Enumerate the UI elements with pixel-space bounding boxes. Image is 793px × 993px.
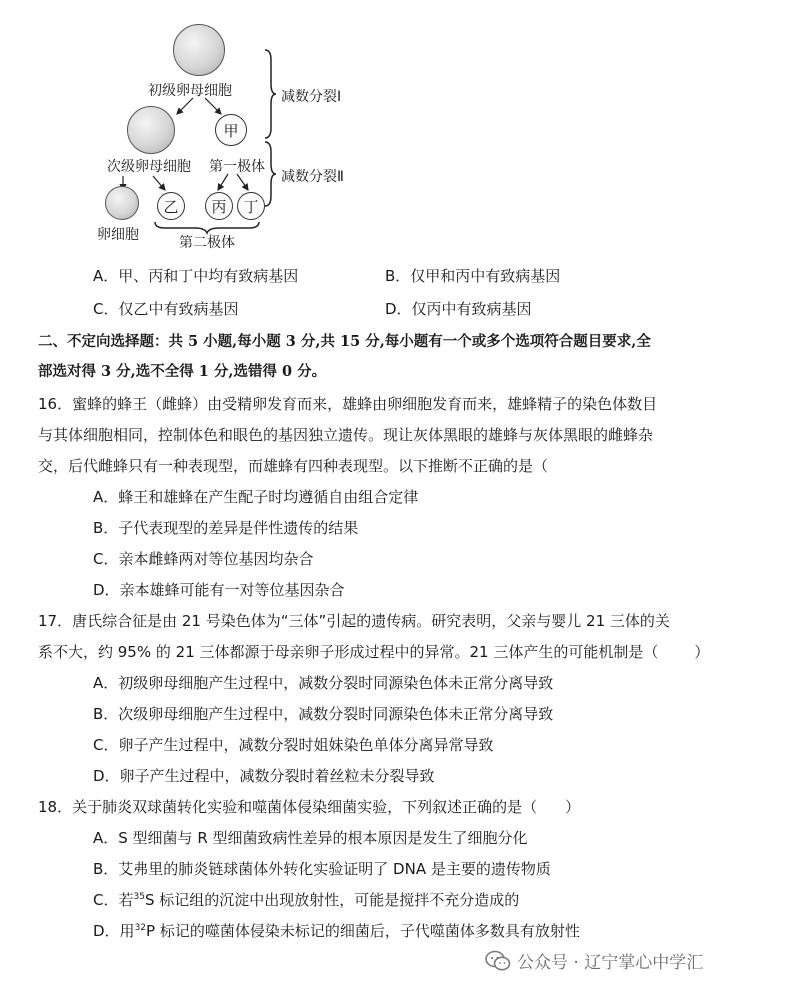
q16-option-b: B．子代表现型的差异是伴性遗传的结果: [93, 519, 359, 537]
jia-label: 甲: [223, 121, 239, 140]
egg-cell: [105, 186, 139, 220]
q16-option-d: D．亲本雄蜂可能有一对等位基因杂合: [93, 581, 345, 599]
wechat-watermark: [485, 948, 703, 973]
wechat-icon: [485, 950, 511, 972]
q18-option-d-prefix: D．用: [93, 922, 135, 940]
brace-meiosis2: [265, 142, 276, 206]
q18-option-c-text: S 标记组的沉淀中出现放射性，可能是搅拌不充分造成的: [144, 891, 520, 909]
q18-option-d-text: P 标记的噬菌体侵染未标记的细菌后，子代噬菌体多数具有放射性: [146, 922, 580, 940]
q17-option-d: D．卵子产生过程中，减数分裂时着丝粒未分裂导致: [93, 767, 435, 785]
q18-option-d-isotope: 32: [134, 923, 147, 933]
q17-option-a: A．初级卵母细胞产生过程中，减数分裂时同源染色体未正常分离导致: [93, 674, 554, 692]
q18-stem-text: 18．关于肺炎双球菌转化实验和噬菌体侵染细菌实验，下列叙述正确的是（: [38, 798, 538, 816]
q16-stem-line1: 16．蜜蜂的蜂王（雌蜂）由受精卵发育而来，雄蜂由卵细胞发育而来，雄蜂精子的染色体数目: [38, 395, 658, 413]
q18-option-c: [93, 889, 519, 910]
q16-option-a: A．蜂王和雄蜂在产生配子时均遵循自由组合定律: [93, 488, 419, 506]
arrow-to-first-polar-body: [205, 98, 221, 114]
bing-cell: [205, 192, 233, 220]
first-polar-body-label: 第一极体: [209, 159, 265, 175]
q18-option-c-prefix: C．若: [93, 891, 134, 909]
q17-close-paren: ）: [694, 643, 710, 661]
q15-option-a: A．甲、丙和丁中均有致病基因: [93, 267, 299, 285]
q17-stem-line2: [38, 641, 709, 662]
q17-option-c: C．卵子产生过程中，减数分裂时姐妹染色单体分离异常导致: [93, 736, 494, 754]
q16-stem-line3: 交，后代雌蜂只有一种表现型，而雄蜂有四种表现型。以下推断不正确的是（: [38, 457, 549, 475]
q18-stem-line1: [38, 796, 580, 817]
meiosis1-label: 减数分裂Ⅰ: [281, 89, 342, 105]
egg-label: 卵细胞: [97, 227, 139, 243]
second-polar-body-label: 第二极体: [179, 235, 235, 251]
bing-label: 丙: [211, 197, 227, 216]
ding-label: 丁: [243, 197, 259, 216]
brace-meiosis1: [265, 50, 276, 138]
q17-option-b: B．次级卵母细胞产生过程中，减数分裂时同源染色体未正常分离导致: [93, 705, 554, 723]
q18-close-paren: ）: [565, 798, 581, 816]
arrow-to-secondary-oocyte: [177, 98, 193, 114]
arrow-to-yi: [153, 176, 165, 190]
section2-heading-line2: 部选对得 3 分,选不全得 1 分,选错得 0 分。: [38, 363, 327, 380]
secondary-oocyte-cell: [127, 106, 175, 154]
q15-option-d: D．仅丙中有致病基因: [385, 300, 532, 318]
ding-cell: [237, 192, 265, 220]
arrow-to-ding: [237, 174, 248, 190]
section2-heading-line1: 二、不定向选择题：共 5 小题,每小题 3 分,共 15 分,每小题有一个或多个选项符合题目要求,全: [38, 333, 651, 350]
yi-label: 乙: [163, 197, 179, 216]
oogenesis-diagram: [85, 14, 385, 250]
q15-option-b: B．仅甲和丙中有致病基因: [385, 267, 561, 285]
q18-option-a: A．S 型细菌与 R 型细菌致病性差异的根本原因是发生了细胞分化: [93, 829, 528, 847]
primary-oocyte-label: 初级卵母细胞: [148, 83, 232, 99]
meiosis2-label: 减数分裂Ⅱ: [281, 169, 344, 185]
yi-cell: [157, 192, 185, 220]
q16-option-c: C．亲本雌蜂两对等位基因均杂合: [93, 550, 314, 568]
q18-option-d: [93, 920, 580, 941]
secondary-oocyte-label: 次级卵母细胞: [107, 159, 191, 175]
q16-stem-line2: 与其体细胞相同，控制体色和眼色的基因独立遗传。现让灰体黑眼的雄蜂与灰体黑眼的雌蜂杂: [38, 426, 654, 444]
q18-option-c-isotope: 35: [133, 892, 145, 902]
q17-stem-line2-text: 系不大，约 95% 的 21 三体都源于母亲卵子形成过程中的异常。21 三体产生的可能机制是（: [38, 643, 659, 661]
jia-cell: [215, 114, 247, 146]
arrow-to-bing: [218, 174, 228, 190]
watermark-text: 公众号 · 辽宁掌心中学汇: [517, 953, 704, 973]
q15-option-c: C．仅乙中有致病基因: [93, 300, 239, 318]
q18-option-b: B．艾弗里的肺炎链球菌体外转化实验证明了 DNA 是主要的遗传物质: [93, 860, 551, 878]
q17-stem-line1: 17．唐氏综合征是由 21 号染色体为“三体”引起的遗传病。研究表明，父亲与婴儿 21 三体的关: [38, 612, 670, 630]
